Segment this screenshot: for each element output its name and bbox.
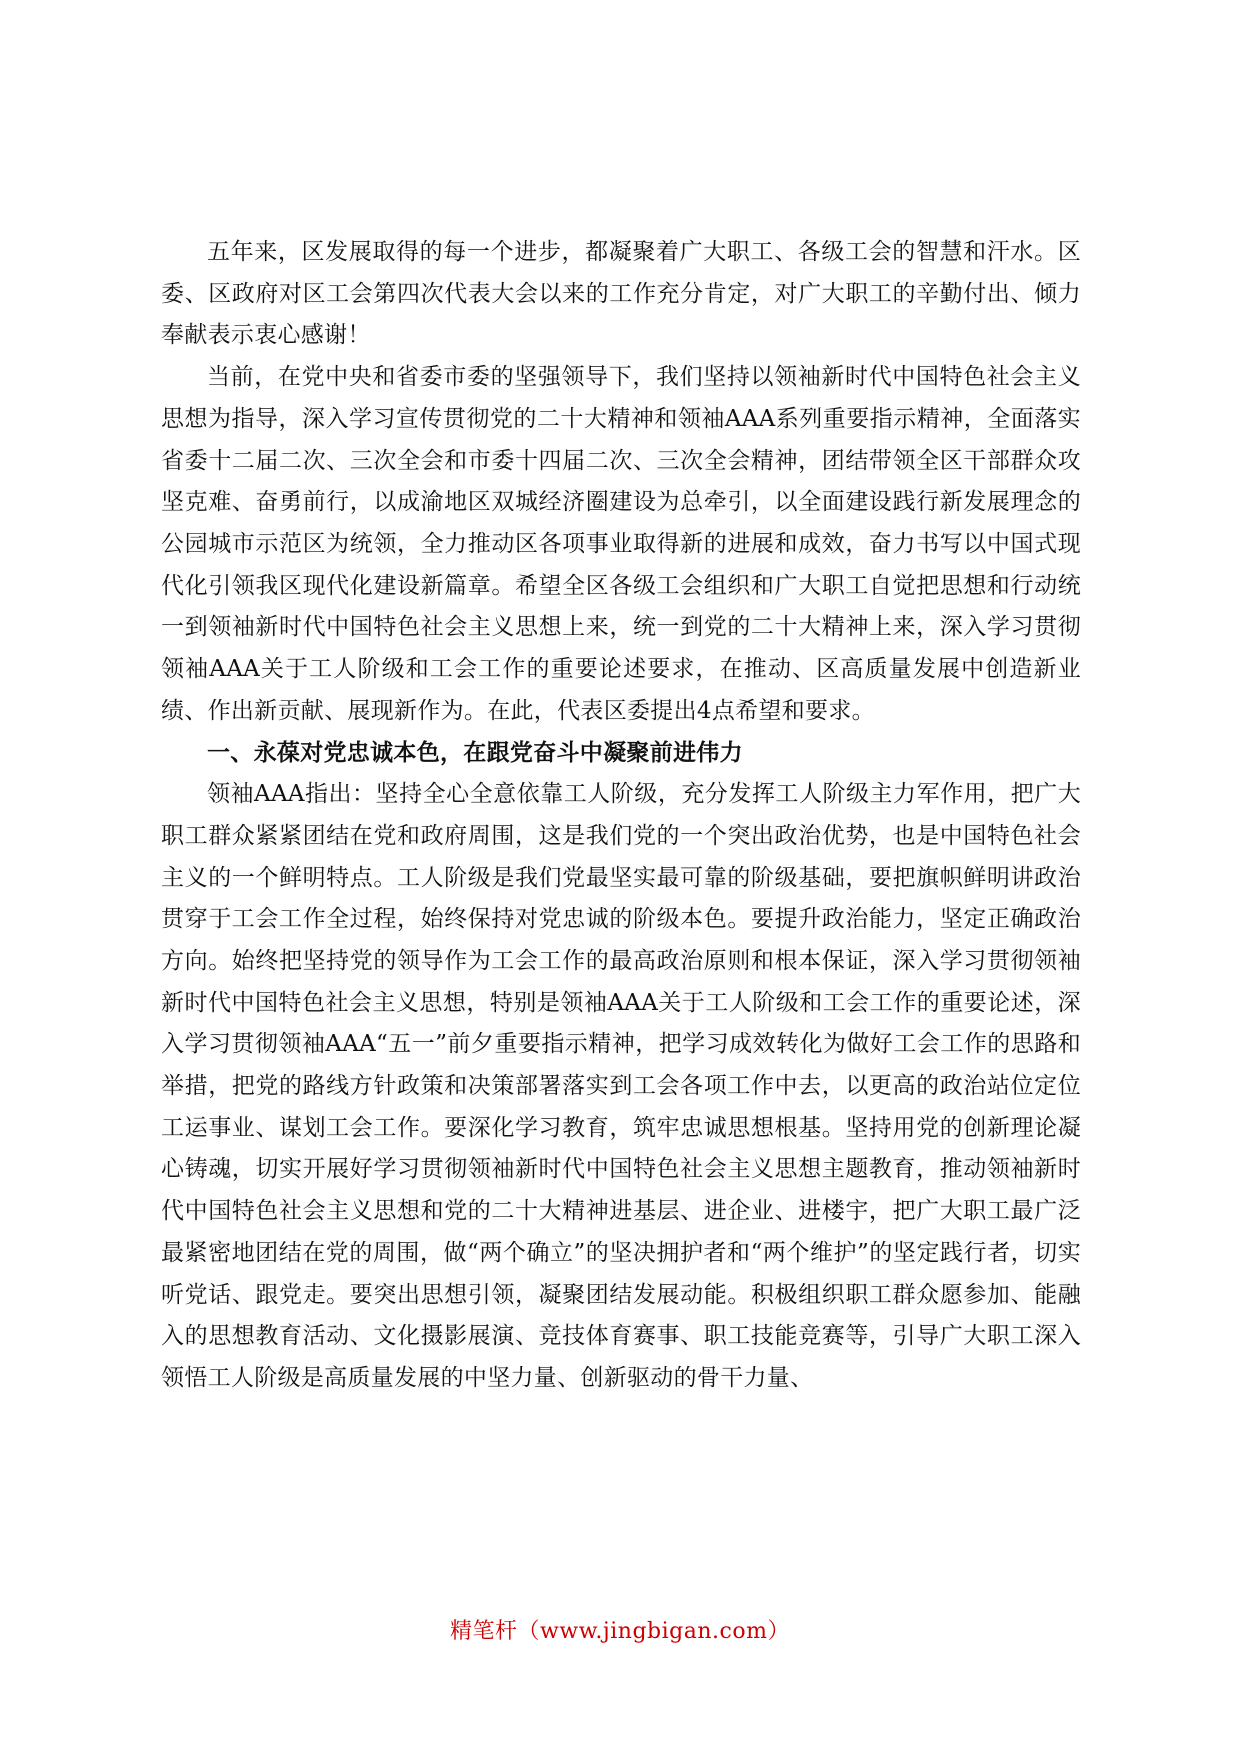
document-body (161, 232, 1081, 1400)
paragraph-section-1-body: 领袖AAA指出：坚持全心全意依靠工人阶级，充分发挥工人阶级主力军作用，把广大职工群众紧紧团结在党和政府周围，这是我们党的一个突出政治优势，也是中国特色社会主义的一个鲜明特点。工人阶级是我们党最坚实最可靠的阶级基础，要把旗帜鲜明讲政治贯穿于工会工作全过程，始终保持对党忠诚的阶级本色。要提升政治能力，坚定正确政治方向。始终把坚持党的领导作为工会工作的最高政治原则和根本保证，深入学习贯彻领袖新时代中国特色社会主义思想，特别是领袖AAA关于工人阶级和工会工作的重要论述，深入学习贯彻领袖AAA“五一”前夕重要指示精神，把学习成效转化为做好工会工作的思路和举措，把党的路线方针政策和决策部署落实到工会各项工作中去，以更高的政治站位定位工运事业、谋划工会工作。要深化学习教育，筑牢忠诚思想根基。坚持用党的创新理论凝心铸魂，切实开展好学习贯彻领袖新时代中国特色社会主义思想主题教育，推动领袖新时代中国特色社会主义思想和党的二十大精神进基层、进企业、进楼宇，把广大职工最广泛最紧密地团结在党的周围，做“两个确立”的坚决拥护者和“两个维护”的坚定践行者，切实听党话、跟党走。要突出思想引领，凝聚团结发展动能。积极组织职工群众愿参加、能融入的思想教育活动、文化摄影展演、竞技体育赛事、职工技能竞赛等，引导广大职工深入领悟工人阶级是高质量发展的中坚力量、创新驱动的骨干力量、 (161, 781, 1081, 1391)
paragraph-current-situation: 当前，在党中央和省委市委的坚强领导下，我们坚持以领袖新时代中国特色社会主义思想为指导，深入学习宣传贯彻党的二十大精神和领袖AAA系列重要指示精神，全面落实省委十二届二次、三次全会和市委十四届二次、三次全会精神，团结带领全区干部群众攻坚克难、奋勇前行，以成渝地区双城经济圈建设为总牵引，以全面建设践行新发展理念的公园城市示范区为统领，全力推动区各项事业取得新的进展和成效，奋力书写以中国式现代化引领我区现代化建设新篇章。希望全区各级工会组织和广大职工自觉把思想和行动统一到领袖新时代中国特色社会主义思想上来，统一到党的二十大精神上来，深入学习贯彻领袖AAA关于工人阶级和工会工作的重要论述要求，在推动、区高质量发展中创造新业绩、作出新贡献、展现新作为。在此，代表区委提出4点希望和要求。 (161, 364, 1081, 724)
footer-watermark-link[interactable]: 精笔杆（www.jingbigan.com） (450, 1619, 790, 1644)
section-heading-1: 一、永葆对党忠诚本色，在跟党奋斗中凝聚前进伟力 (207, 739, 743, 767)
paragraph-intro: 五年来，区发展取得的每一个进步，都凝聚着广大职工、各级工会的智慧和汗水。区委、区政府对区工会第四次代表大会以来的工作充分肯定，对广大职工的辛勤付出、倾力奉献表示衷心感谢！ (161, 239, 1081, 349)
